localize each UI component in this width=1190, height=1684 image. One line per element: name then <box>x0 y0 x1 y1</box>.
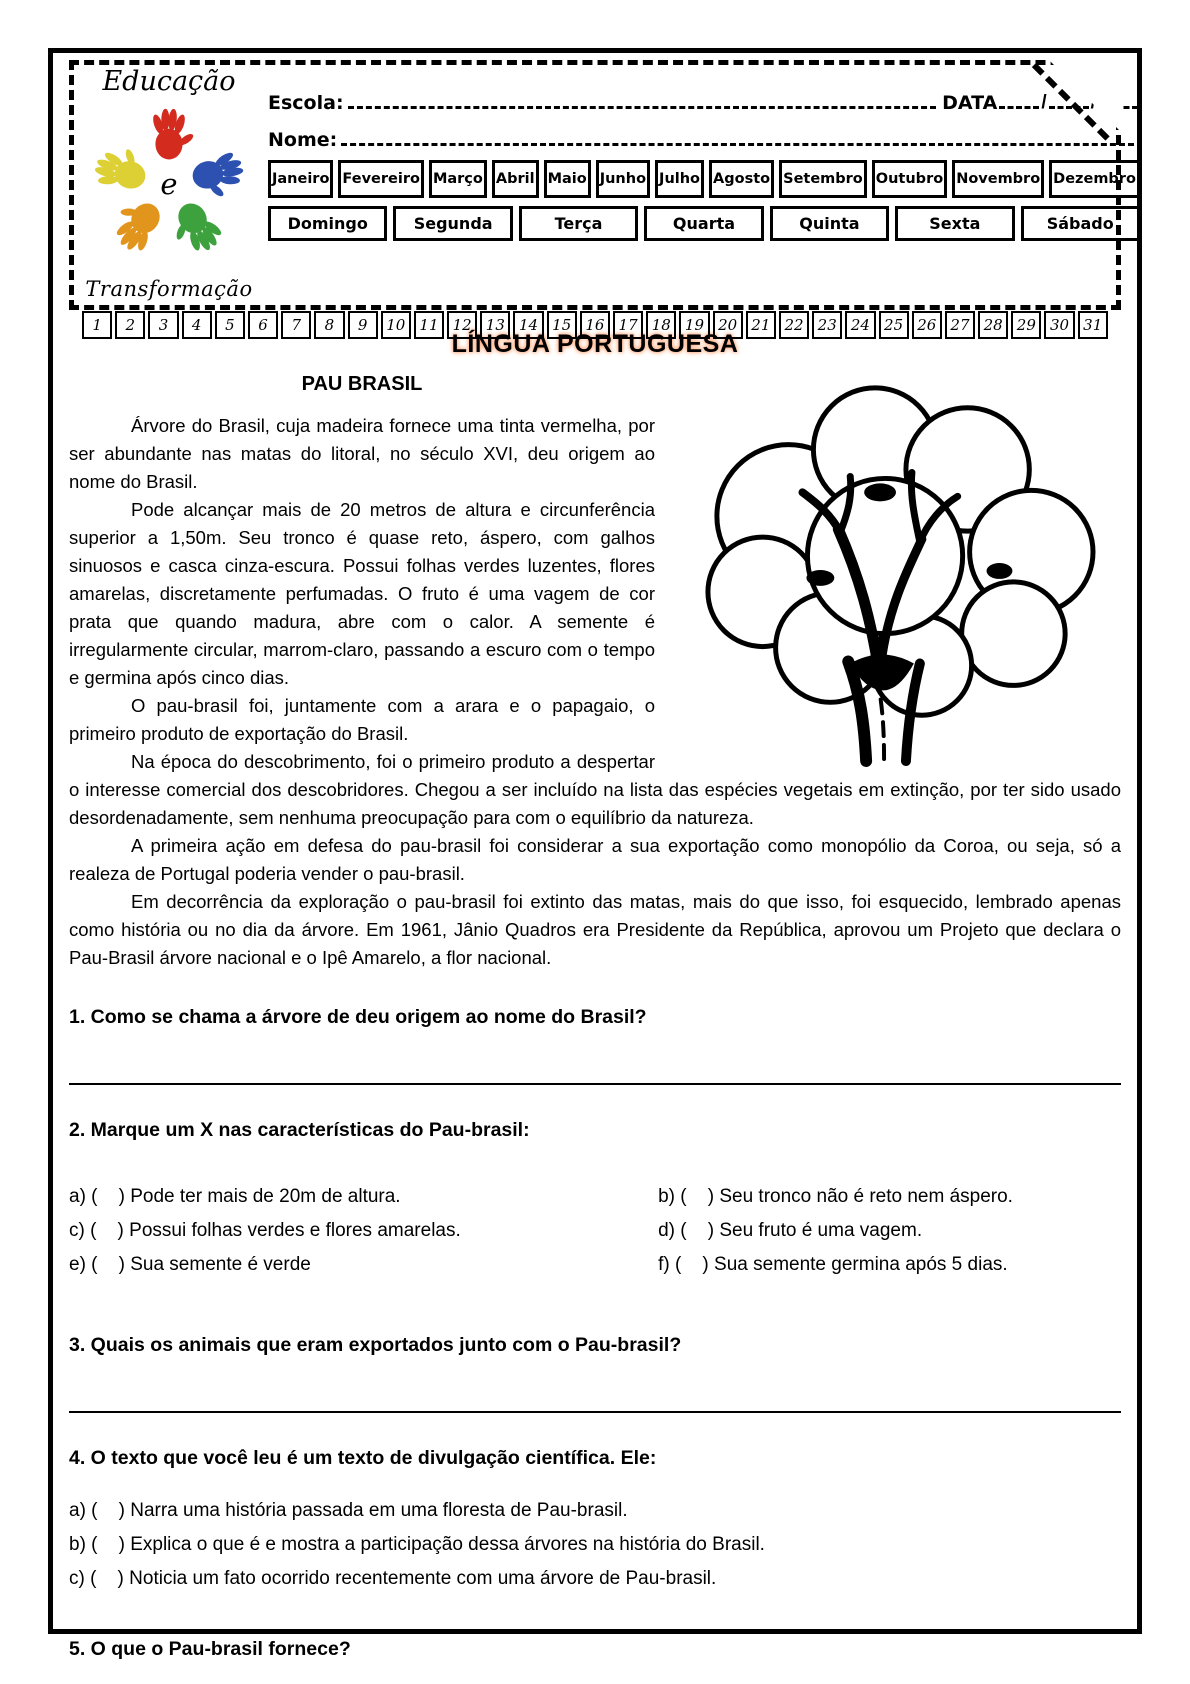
day-number-cell: 29 <box>1011 311 1041 339</box>
name-label: Nome: <box>268 129 338 151</box>
school-label: Escola: <box>268 92 344 114</box>
weekday-cell: Sexta <box>895 206 1014 241</box>
weekday-cell: Quinta <box>770 206 889 241</box>
day-number-cell: 14 <box>513 311 543 339</box>
logo-text-top: Educação <box>102 66 236 97</box>
weekday-cell: Domingo <box>268 206 387 241</box>
article-paragraph: Na época do descobrimento, foi o primeiro produto a despertar o interesse comercial dos descobridores. Chegou a ser incluído na lista das espécies vegetais em extinção, por ter sido usado desordenadamente, sem nenhuma preocupação para com o equilíbrio da natureza. <box>69 751 1121 828</box>
weekday-cell: Sábado <box>1021 206 1140 241</box>
question-1: 1. Como se chama a árvore de deu origem ao nome do Brasil? <box>69 1006 647 1028</box>
day-number-cell: 30 <box>1044 311 1074 339</box>
day-number-cell: 9 <box>348 311 378 339</box>
question-2: 2. Marque um X nas características do Pau-brasil: <box>69 1119 530 1141</box>
checkbox-option: a) ( ) Narra uma história passada em uma floresta de Pau-brasil. <box>69 1500 628 1521</box>
checkbox-option: c) ( ) Possui folhas verdes e flores amarelas. <box>69 1220 461 1241</box>
logo <box>80 65 258 304</box>
article-paragraph: Árvore do Brasil, cuja madeira fornece uma tinta vermelha, por ser abundante nas matas do litoral, no século XVI, deu origem ao nome do Brasil. <box>69 415 655 492</box>
logo-conjunction: e <box>160 166 178 201</box>
checkbox-option: d) ( ) Seu fruto é uma vagem. <box>658 1220 923 1241</box>
month-cell: Outubro <box>872 160 947 198</box>
day-number-cell: 22 <box>779 311 809 339</box>
answer-line-3 <box>69 1357 1121 1413</box>
day-number-cell: 15 <box>547 311 577 339</box>
months-row <box>268 160 1140 198</box>
logo-text-bottom: Transformação <box>85 277 253 301</box>
month-cell: Dezembro <box>1049 160 1140 198</box>
weekdays-row <box>268 206 1140 241</box>
worksheet-page <box>48 48 1142 1660</box>
day-number-cell: 7 <box>281 311 311 339</box>
day-number-cell: 27 <box>945 311 975 339</box>
tree-icon <box>669 365 1121 763</box>
question-2-options <box>69 1180 1121 1282</box>
questions-section <box>69 1006 1121 1661</box>
day-number-cell: 23 <box>812 311 842 339</box>
day-number-cell: 16 <box>580 311 610 339</box>
day-number-cell: 4 <box>182 311 212 339</box>
day-number-cell: 24 <box>845 311 875 339</box>
logo-handprints-icon <box>88 97 250 269</box>
month-cell: Julho <box>655 160 704 198</box>
name-row <box>268 114 1140 151</box>
weekday-cell: Terça <box>519 206 638 241</box>
month-cell: Março <box>429 160 487 198</box>
month-cell: Maio <box>544 160 591 198</box>
month-cell: Agosto <box>709 160 774 198</box>
article <box>69 373 1121 972</box>
month-cell: Janeiro <box>268 160 333 198</box>
day-number-cell: 5 <box>215 311 245 339</box>
day-number-cell: 25 <box>879 311 909 339</box>
checkbox-option: b) ( ) Seu tronco não é reto nem áspero. <box>658 1186 1013 1207</box>
header-box <box>69 60 1136 334</box>
school-fill-line <box>348 106 937 109</box>
question-4-options <box>69 1494 1121 1596</box>
day-number-cell: 3 <box>148 311 178 339</box>
day-number-cell: 8 <box>314 311 344 339</box>
day-number-cell: 19 <box>679 311 709 339</box>
day-number-cell: 21 <box>746 311 776 339</box>
date-day-line <box>999 106 1039 109</box>
checkbox-option: a) ( ) Pode ter mais de 20m de altura. <box>69 1186 401 1207</box>
day-number-cell: 18 <box>646 311 676 339</box>
day-number-cell: 6 <box>248 311 278 339</box>
article-paragraph: O pau-brasil foi, juntamente com a arara e o papagaio, o primeiro produto de exportação do Brasil. <box>69 695 655 744</box>
question-2-options-right <box>658 1180 1121 1282</box>
date-label: DATA <box>942 92 998 114</box>
day-number-cell: 1 <box>82 311 112 339</box>
weekday-cell: Quarta <box>644 206 763 241</box>
day-number-cell: 2 <box>115 311 145 339</box>
day-number-cell: 12 <box>447 311 477 339</box>
article-paragraph: Em decorrência da exploração o pau-brasil foi extinto das matas, mais do que isso, foi esquecido, lembrado apenas como história ou no dia da árvore. Em 1961, Jânio Quadros era Presidente da República, aprovou um Projeto que declara o Pau-Brasil árvore nacional e o Ipê Amarelo, a flor nacional. <box>69 891 1121 968</box>
answer-line-1 <box>69 1029 1121 1085</box>
school-row <box>268 77 1140 114</box>
day-number-cell: 11 <box>414 311 444 339</box>
month-cell: Junho <box>596 160 650 198</box>
tree-illustration <box>669 365 1121 763</box>
name-fill-line <box>341 143 1134 146</box>
day-number-cell: 13 <box>480 311 510 339</box>
checkbox-option: c) ( ) Noticia um fato ocorrido recentemente com uma árvore de Pau-brasil. <box>69 1568 717 1589</box>
checkbox-option: f) ( ) Sua semente germina após 5 dias. <box>658 1254 1008 1275</box>
day-numbers-row <box>82 311 1108 339</box>
question-4: 4. O texto que você leu é um texto de divulgação científica. Ele: <box>69 1447 657 1469</box>
date-slash: / <box>1041 92 1047 113</box>
day-number-cell: 26 <box>912 311 942 339</box>
checkbox-option: b) ( ) Explica o que é e mostra a participação dessa árvores na história do Brasil. <box>69 1534 765 1555</box>
checkbox-option: e) ( ) Sua semente é verde <box>69 1254 311 1275</box>
month-cell: Fevereiro <box>338 160 424 198</box>
day-number-cell: 20 <box>713 311 743 339</box>
month-cell: Setembro <box>779 160 867 198</box>
page-title: LÍNGUA PORTUGUESA <box>451 330 739 358</box>
article-paragraph: Pode alcançar mais de 20 metros de altura e circunferência superior a 1,50m. Seu tronco é quase reto, áspero, com galhos sinuosos e casca cinza-escura. Possui folhas verdes luzentes, flores amarelas, discretamente perfumadas. O fruto é uma vagem de cor prata que quando madura, abre com o calor. A semente é irregularmente circular, marrom-claro, passando a escuro com o tempo e germina após cinco dias. <box>69 499 655 688</box>
day-number-cell: 31 <box>1078 311 1108 339</box>
article-subtitle: PAU BRASIL <box>301 373 423 395</box>
month-cell: Abril <box>492 160 539 198</box>
question-3: 3. Quais os animais que eram exportados junto com o Pau-brasil? <box>69 1334 682 1356</box>
question-2-options-left <box>69 1180 658 1282</box>
day-number-cell: 10 <box>381 311 411 339</box>
month-cell: Novembro <box>952 160 1044 198</box>
question-5: 5. O que o Pau-brasil fornece? <box>69 1638 351 1660</box>
weekday-cell: Segunda <box>393 206 512 241</box>
article-paragraph: A primeira ação em defesa do pau-brasil foi considerar a sua exportação como monopólio da Coroa, ou seja, só a realeza de Portugal poderia vender o pau-brasil. <box>69 835 1121 884</box>
day-number-cell: 17 <box>613 311 643 339</box>
day-number-cell: 28 <box>978 311 1008 339</box>
